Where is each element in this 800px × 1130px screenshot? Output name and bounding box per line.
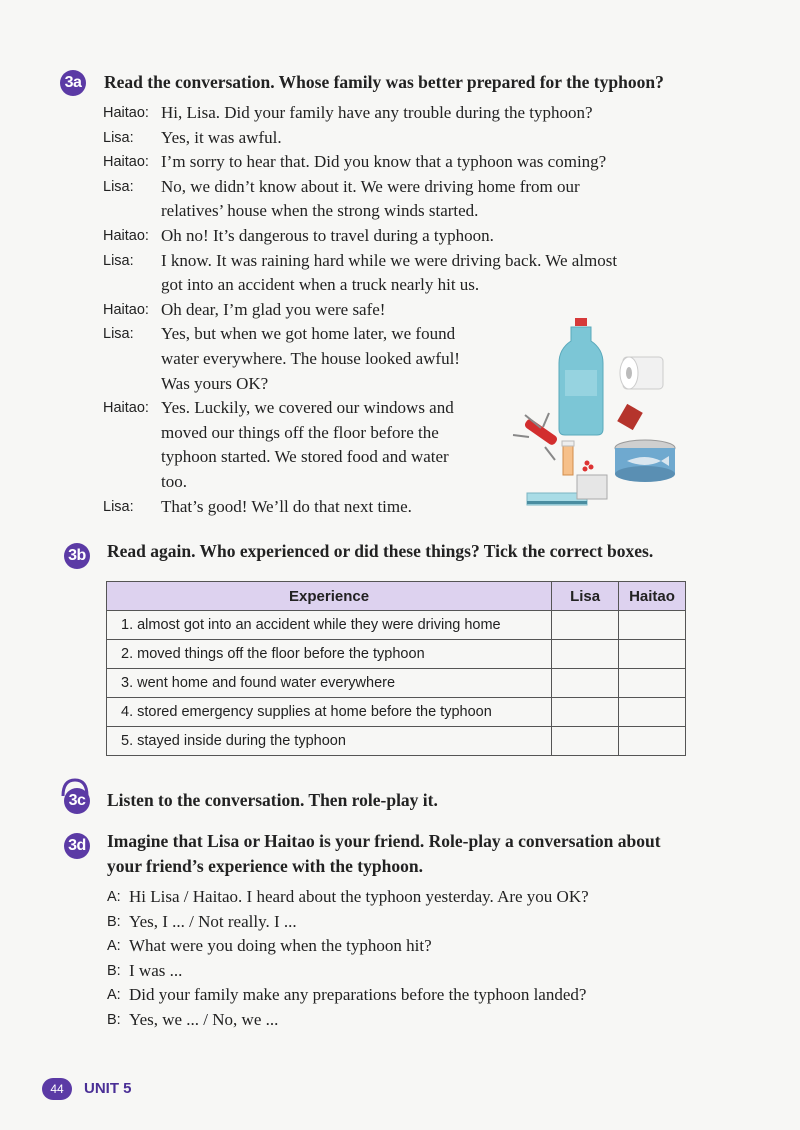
toilet-paper-icon [620,357,663,389]
section-badge-3d: 3d [64,833,90,859]
experience-cell: 4. stored emergency supplies at home before the typhoon [107,698,552,727]
speaker-label: Haitao: [103,301,149,318]
dialogue-text: Yes, but when we got home later, we found [161,324,456,344]
role-play-dialogue [107,885,707,1033]
experience-cell: 2. moved things off the floor before the typhoon [107,640,552,669]
dialogue-text: No, we didn’t know about it. We were driving home from our [161,176,580,196]
speaker-label: A: [107,987,121,1004]
speaker-label: B: [107,1011,121,1028]
tick-box-haitao[interactable] [619,727,686,756]
tick-box-haitao[interactable] [619,640,686,669]
tick-box-haitao[interactable] [619,669,686,698]
role-play-text: Yes, I ... / Not really. I ... [129,911,297,931]
role-play-line [107,983,707,1008]
dialogue-line [103,224,693,249]
water-bottle-icon [559,318,603,435]
section-title-3d-line2: your friend’s experience with the typhoon. [107,856,423,876]
dialogue-text: Oh no! It’s dangerous to travel during a typhoon. [161,225,494,245]
role-play-line [107,959,707,984]
role-play-text: I was ... [129,960,183,980]
speaker-label: Haitao: [103,227,149,244]
dialogue-text: I know. It was raining hard while we were driving back. We almost [161,250,618,270]
experience-cell: 3. went home and found water everywhere [107,669,552,698]
role-play-line [107,1008,707,1033]
tick-box-lisa[interactable] [552,611,619,640]
dialogue-text: relatives’ house when the strong winds started. [161,201,479,221]
dialogue-text: Hi, Lisa. Did your family have any trouble during the typhoon? [161,103,593,122]
medicine-icon [562,441,594,475]
experience-cell: 1. almost got into an accident while they were driving home [107,611,552,640]
role-play-text: Yes, we ... / No, we ... [129,1009,279,1029]
section-title-3d-line1: Imagine that Lisa or Haitao is your friend. Role-play a conversation about [107,831,661,851]
header-experience: Experience [107,582,552,611]
table-row [107,698,686,727]
speaker-label: B: [107,913,121,930]
unit-label: UNIT 5 [84,1080,132,1097]
dialogue-text: Yes, it was awful. [161,127,282,147]
dialogue-line [103,273,693,298]
table-row [107,669,686,698]
role-play-line [107,910,707,935]
canned-fish-icon [615,440,675,482]
speaker-label: Haitao: [103,154,149,171]
speaker-label: Haitao: [103,400,149,417]
speaker-label: A: [107,938,121,955]
section-title-3b: Read again. Who experienced or did these things? Tick the correct boxes. [107,541,654,561]
tick-box-lisa[interactable] [552,698,619,727]
speaker-label: B: [107,962,121,979]
section-badge-3a: 3a [60,70,86,96]
speaker-label: A: [107,889,121,905]
swiss-knife-icon [513,413,559,460]
role-play-line [107,934,707,959]
section-title-3a: Read the conversation. Whose family was better prepared for the typhoon? [104,72,664,92]
tick-box-lisa[interactable] [552,669,619,698]
dialogue-line [103,199,693,224]
dialogue-text: Oh dear, I’m glad you were safe! [161,299,386,319]
dialogue-text: I’m sorry to hear that. Did you know that a typhoon was coming? [161,152,607,172]
experience-cell: 5. stayed inside during the typhoon [107,727,552,756]
role-play-text: Did your family make any preparations before the typhoon landed? [129,985,587,1005]
dialogue-line [103,150,693,175]
table-row [107,640,686,669]
dialogue-text: water everywhere. The house looked awful! [161,348,460,368]
dialogue-text: too. [161,471,187,491]
dialogue-text: moved our things off the floor before the [161,422,439,442]
dialogue-text: got into an accident when a truck nearly hit us. [161,275,480,295]
experience-table [106,581,686,756]
role-play-text: Hi Lisa / Haitao. I heard about the typhoon yesterday. Are you OK? [129,887,589,906]
emergency-supplies-illustration [505,315,705,515]
section-badge-3c: 3c [64,788,90,814]
dialogue-text: Was yours OK? [161,373,269,393]
dialogue-text: typhoon started. We stored food and water [161,447,449,467]
matches-icon [617,404,643,430]
tick-box-haitao[interactable] [619,698,686,727]
speaker-label: Lisa: [103,178,134,195]
tick-box-haitao[interactable] [619,611,686,640]
table-header-row [107,582,686,611]
dialogue-line [103,175,693,200]
speaker-label: Lisa: [103,252,134,269]
dialogue-line [103,249,693,274]
page-number: 44 [42,1078,72,1100]
header-lisa: Lisa [552,582,619,611]
table-row [107,727,686,756]
section-title-3c: Listen to the conversation. Then role-play it. [107,790,438,810]
tick-box-lisa[interactable] [552,727,619,756]
dialogue-text: That’s good! We’ll do that next time. [161,496,412,516]
table-row [107,611,686,640]
speaker-label: Lisa: [103,129,134,146]
dialogue-line [103,101,693,126]
role-play-text: What were you doing when the typhoon hit? [129,936,432,956]
speaker-label: Haitao: [103,105,149,121]
role-play-line [107,885,707,910]
dialogue-line [103,126,693,151]
header-haitao: Haitao [619,582,686,611]
speaker-label: Lisa: [103,326,134,343]
tick-box-lisa[interactable] [552,640,619,669]
dialogue-text: Yes. Luckily, we covered our windows and [161,398,454,418]
speaker-label: Lisa: [103,498,134,515]
section-badge-3b: 3b [64,543,90,569]
